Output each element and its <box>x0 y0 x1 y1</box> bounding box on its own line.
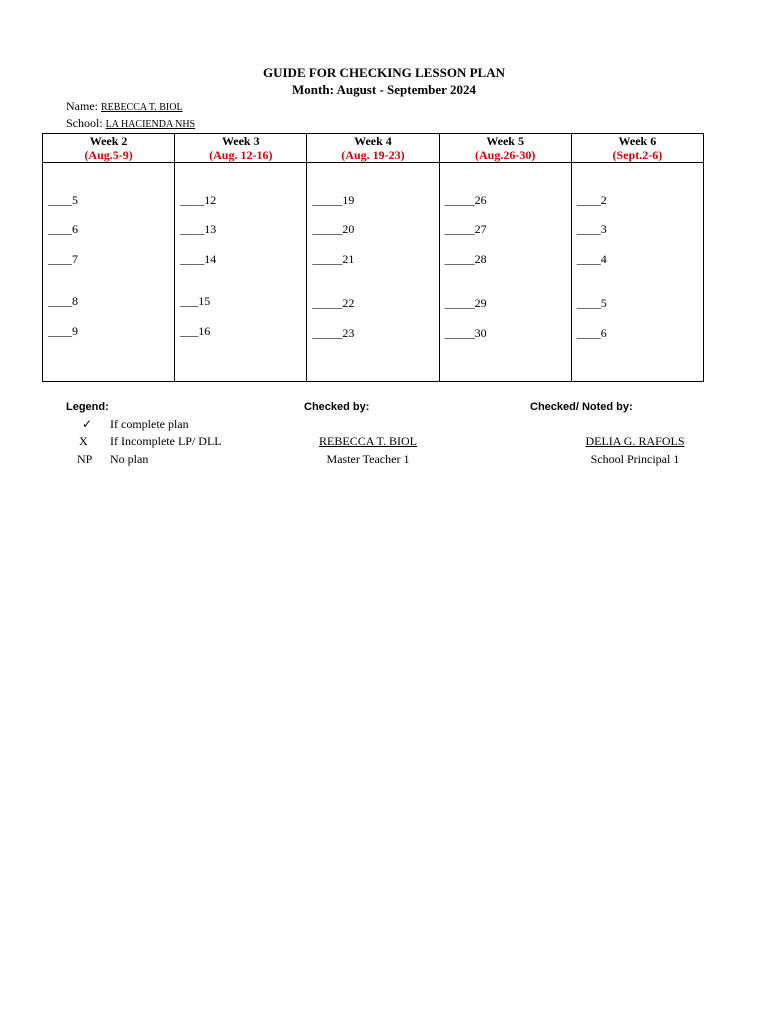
week-header <box>175 134 307 163</box>
date-entry[interactable]: _____22 <box>312 296 355 310</box>
date-entry[interactable]: ____6 <box>576 326 607 340</box>
date-entry[interactable]: ____6 <box>48 222 78 236</box>
document-subtitle: Month: August - September 2024 <box>292 82 476 97</box>
principal-name: DELIA G. RAFOLS <box>585 434 685 448</box>
lesson-plan-table <box>42 133 704 382</box>
week-label: Week 5 <box>486 134 524 148</box>
week-date-range: (Aug. 19-23) <box>341 148 405 162</box>
legend-symbol: NP <box>77 452 93 466</box>
week-column <box>439 163 571 382</box>
date-entry[interactable]: ____13 <box>180 222 217 236</box>
checker-name: REBECCA T. BIOL <box>319 434 417 448</box>
date-entry[interactable]: ____8 <box>48 294 78 308</box>
date-entry[interactable]: ____4 <box>576 252 607 266</box>
principal-role: School Principal 1 <box>590 452 680 466</box>
week-header <box>439 134 571 163</box>
week-column <box>571 163 703 382</box>
school-value: LA HACIENDA NHS <box>105 119 196 130</box>
week-header <box>43 134 175 163</box>
date-entry[interactable]: ___15 <box>180 294 211 308</box>
checked-by-heading: Checked by: <box>304 401 370 413</box>
date-entry[interactable]: ____3 <box>576 222 607 236</box>
week-header <box>307 134 439 163</box>
date-entry[interactable]: ____5 <box>576 296 607 310</box>
week-column <box>175 163 307 382</box>
table-row <box>43 163 704 382</box>
date-entry[interactable]: _____19 <box>312 193 355 207</box>
week-date-range: (Aug.26-30) <box>474 148 536 162</box>
legend-heading: Legend: <box>66 401 109 413</box>
date-entry[interactable]: ____7 <box>48 252 78 266</box>
name-line <box>66 99 183 114</box>
date-entry[interactable]: ___16 <box>180 324 211 338</box>
date-entry[interactable]: ____2 <box>576 193 607 207</box>
name-value: REBECCA T. BIOL <box>101 102 183 113</box>
week-label: Week 6 <box>618 134 657 148</box>
week-column <box>43 163 175 382</box>
week-label: Week 4 <box>354 134 392 148</box>
date-entry[interactable]: _____26 <box>444 193 487 207</box>
legend-symbol: X <box>79 434 88 448</box>
week-label: Week 3 <box>221 134 260 148</box>
date-entry[interactable]: _____21 <box>312 252 355 266</box>
name-label: Name: <box>66 99 98 113</box>
date-entry[interactable]: _____23 <box>312 326 355 340</box>
legend-item-label: If Incomplete LP/ DLL <box>110 434 222 448</box>
noted-by-heading: Checked/ Noted by: <box>530 401 633 413</box>
legend-item-label: If complete plan <box>110 417 189 431</box>
week-date-range: (Aug.5-9) <box>84 148 133 162</box>
week-date-range: (Sept.2-6) <box>612 148 663 162</box>
week-header <box>571 134 703 163</box>
school-line <box>66 116 195 131</box>
date-entry[interactable]: ____14 <box>180 252 217 266</box>
check-icon: ✓ <box>82 417 93 431</box>
school-label: School: <box>66 116 103 130</box>
date-entry[interactable]: ____12 <box>180 193 217 207</box>
week-label: Week 2 <box>89 134 128 148</box>
date-entry[interactable]: ____9 <box>48 324 78 338</box>
date-entry[interactable]: _____20 <box>312 222 355 236</box>
date-entry[interactable]: _____28 <box>444 252 487 266</box>
legend-item-label: No plan <box>110 452 149 466</box>
week-date-range: (Aug. 12-16) <box>209 148 273 162</box>
document-title: GUIDE FOR CHECKING LESSON PLAN <box>263 65 505 80</box>
table-header-row <box>43 134 704 163</box>
date-entry[interactable]: _____27 <box>444 222 487 236</box>
date-entry[interactable]: _____30 <box>444 326 487 340</box>
date-entry[interactable]: ____5 <box>48 193 78 207</box>
checker-role: Master Teacher 1 <box>326 452 410 466</box>
date-entry[interactable]: _____29 <box>444 296 487 310</box>
week-column <box>307 163 439 382</box>
